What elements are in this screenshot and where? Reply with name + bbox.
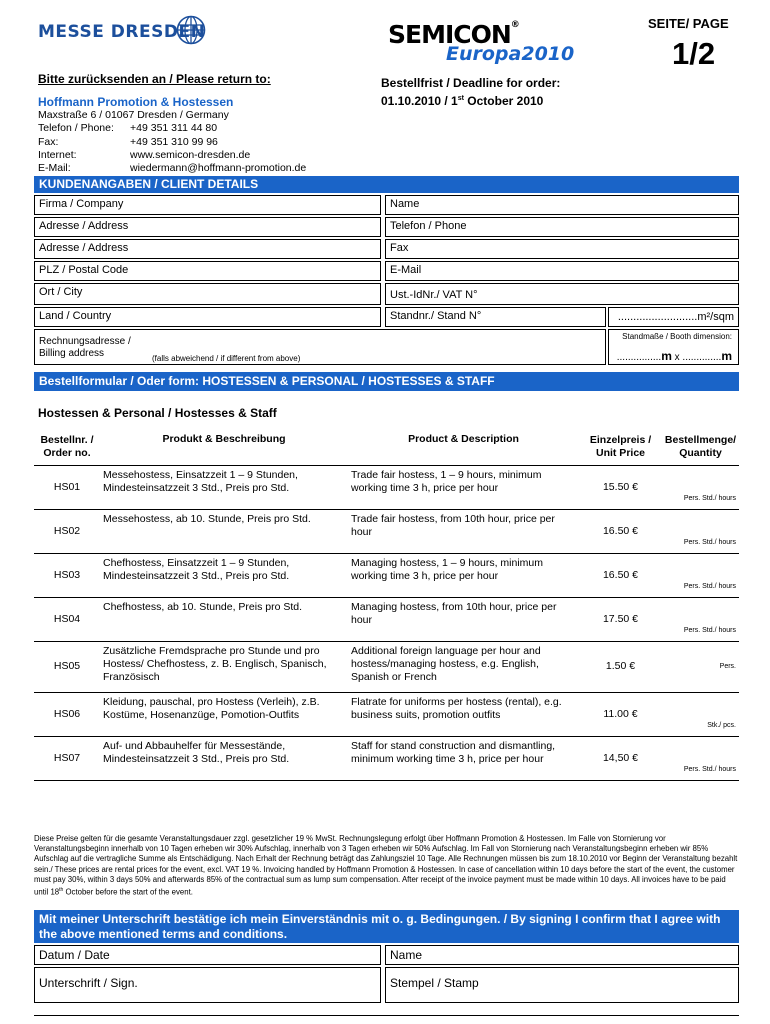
description-en: Additional foreign language per hour and hostess/managing hostess, e.g. English, Spanish or French xyxy=(348,641,579,692)
order-code: HS06 xyxy=(34,692,100,736)
unit-price: 1.50 € xyxy=(579,641,662,692)
billing-address-field[interactable] xyxy=(34,329,606,365)
contact-row-internet: Internet: www.semicon-dresden.de xyxy=(38,148,251,161)
description-de: Zusätzliche Fremdsprache pro Stunde und pro Hostess/ Chefhostess, z. B. Englisch, Spanisch, Französisch xyxy=(100,641,348,692)
europa-logo: Europa2010 xyxy=(446,43,575,65)
table-row xyxy=(34,465,739,509)
booth-dimension-label: Standmaße / Booth dimension: xyxy=(622,332,732,341)
semicon-logo: SEMICON® xyxy=(388,20,519,49)
client-details-bar: KUNDENANGABEN / CLIENT DETAILS xyxy=(34,176,739,193)
terms-text: Diese Preise gelten für die gesamte Veranstaltungsdauer zzgl. gesetzlicher 19 % MwSt. Rechnungslegung erfolgt über Hoffmann Promotion & Hostessen. Im Falle von Stornierung vor Veranstaltungsbeginn innerhalb von 10 Tagen erheben wir 30% Aufschlag, innerhalb von 3 Tagen erheben wir 50% Aufschlag. Im Fall von Stornierung nach Veranstaltungsbeginn erheben wir 85% Aufschlag auf die vertragliche Summe als Entschädigung. Nach Erhalt der Rechnung beträgt das Zahlungsziel 10 Tage. Alle Rechnungen müssen bis zum 18.10.2010 vor Beginn der Veranstaltung bezahlt sein./ These prices are rental prices for the event, excl. VAT 19 %. Invoicing handled by Hoffmann Promotion & Hostessen. In case of cancellation within 10 days before the start of the event, the customer must pay 30%, within 3 days 50% and afterwards 85% of the contractual sum as lump sum compensation. After receipt of the invoice payment must be made within 10 days. All invoices have to be paid until 18th October before the start of the event. xyxy=(34,834,738,897)
contact-row-email: E-Mail: wiedermann@hoffmann-promotion.de xyxy=(38,162,307,175)
description-de: Chefhostess, ab 10. Stunde, Preis pro Std. xyxy=(100,597,348,641)
order-code: HS05 xyxy=(34,641,100,692)
quantity-input[interactable]: Stk./ pcs. xyxy=(662,692,739,736)
unit-price: 15.50 € xyxy=(579,465,662,509)
contact-row-phone: Telefon / Phone: +49 351 311 44 80 xyxy=(38,122,218,135)
quantity-input[interactable]: Pers. Std./ hours xyxy=(662,736,739,780)
description-de: Chefhostess, Einsatzzeit 1 – 9 Stunden, Mindesteinsatzzeit 3 Std., Preis pro Std. xyxy=(100,553,348,597)
order-code: HS07 xyxy=(34,736,100,780)
contact-row-fax: Fax: +49 351 310 99 96 xyxy=(38,135,218,148)
quantity-input[interactable]: Pers. Std./ hours xyxy=(662,597,739,641)
description-en: Staff for stand construction and dismantling, minimum working time 3 h, price per hour xyxy=(348,736,579,780)
col-order-no: Bestellnr. / Order no. xyxy=(40,433,94,459)
order-code: HS02 xyxy=(34,509,100,553)
description-en: Flatrate for uniforms per hostess (rental), e.g. business suits, promotion outfits xyxy=(348,692,579,736)
unit-price: 16.50 € xyxy=(579,553,662,597)
table-row xyxy=(34,641,739,692)
col-quantity: Bestellmenge/ Quantity xyxy=(664,433,737,459)
postal-code-field[interactable]: PLZ / Postal Code xyxy=(34,261,381,281)
order-code: HS04 xyxy=(34,597,100,641)
fax-field[interactable]: Fax xyxy=(385,239,739,259)
country-field[interactable]: Land / Country xyxy=(34,307,381,327)
company-name: Hoffmann Promotion & Hostessen xyxy=(38,95,234,109)
date-field[interactable]: Datum / Date xyxy=(34,945,381,965)
table-row xyxy=(34,509,739,553)
company-field[interactable]: Firma / Company xyxy=(34,195,381,215)
globe-logo-icon xyxy=(176,15,206,45)
table-row xyxy=(34,553,739,597)
table-row xyxy=(34,692,739,736)
description-de: Kleidung, pauschal, pro Hostess (Verleih), z.B. Kostüme, Hosenanzüge, Pomotion-Outfits xyxy=(100,692,348,736)
billing-note: (falls abweichend / if different from above) xyxy=(152,354,301,363)
return-to-heading: Bitte zurücksenden an / Please return to: xyxy=(38,72,271,86)
description-en: Trade fair hostess, from 10th hour, price per hour xyxy=(348,509,579,553)
col-product-de: Produkt & Beschreibung xyxy=(162,433,286,445)
return-address xyxy=(38,109,306,175)
stamp-field[interactable]: Stempel / Stamp xyxy=(385,967,739,1003)
unit-price: 16.50 € xyxy=(579,509,662,553)
deadline-block: Bestellfrist / Deadline for order: 01.10.2010 / 1st October 2010 xyxy=(381,76,561,108)
description-en: Managing hostess, 1 – 9 hours, minimum working time 3 h, price per hour xyxy=(348,553,579,597)
description-de: Messehostess, Einsatzzeit 1 – 9 Stunden, Mindesteinsatzzeit 3 Std., Preis pro Std. xyxy=(100,465,348,509)
booth-dimension-value: ................m x ..............m xyxy=(616,349,732,363)
unit-price: 11.00 € xyxy=(579,692,662,736)
order-table xyxy=(34,429,739,781)
order-code: HS03 xyxy=(34,553,100,597)
messe-dresden-logo: MESSE DRESDEN xyxy=(38,22,206,42)
quantity-input[interactable]: Pers. Std./ hours xyxy=(662,553,739,597)
billing-label: Rechnungsadresse / Billing address xyxy=(39,336,131,359)
phone-field[interactable]: Telefon / Phone xyxy=(385,217,739,237)
stand-number-field[interactable]: Standnr./ Stand N° xyxy=(385,307,606,327)
table-row xyxy=(34,597,739,641)
order-code: HS01 xyxy=(34,465,100,509)
signature-field[interactable]: Unterschrift / Sign. xyxy=(34,967,381,1003)
order-form-bar: Bestellformular / Oder form: HOSTESSEN & PERSONAL / HOSTESSES & STAFF xyxy=(34,372,739,391)
order-table-header xyxy=(34,429,739,465)
col-product-en: Product & Description xyxy=(408,433,519,445)
table-row xyxy=(34,736,739,780)
unit-price: 17.50 € xyxy=(579,597,662,641)
page-label: SEITE/ PAGE xyxy=(648,16,729,31)
description-en: Managing hostess, from 10th hour, price per hour xyxy=(348,597,579,641)
name-field[interactable]: Name xyxy=(385,195,739,215)
description-en: Trade fair hostess, 1 – 9 hours, minimum working time 3 h, price per hour xyxy=(348,465,579,509)
booth-dimension-field[interactable] xyxy=(608,329,739,365)
vat-number-field[interactable]: Ust.-IdNr./ VAT N° xyxy=(385,283,739,305)
signature-bar: Mit meiner Unterschrift bestätige ich mein Einverständnis mit o. g. Bedingungen. / By signing I confirm that I agree with the above mentioned terms and conditions. xyxy=(34,910,739,943)
quantity-input[interactable]: Pers. Std./ hours xyxy=(662,509,739,553)
description-de: Messehostess, ab 10. Stunde, Preis pro Std. xyxy=(100,509,348,553)
city-field[interactable]: Ort / City xyxy=(34,283,381,305)
bottom-rule xyxy=(34,1015,739,1016)
quantity-input[interactable]: Pers. xyxy=(662,641,739,692)
address-field-1[interactable]: Adresse / Address xyxy=(34,217,381,237)
section-heading: Hostessen & Personal / Hostesses & Staff xyxy=(38,406,277,420)
sqm-field[interactable]: ..........................m²/sqm xyxy=(608,307,739,327)
col-unit-price: Einzelpreis / Unit Price xyxy=(589,433,652,459)
street-line: Maxstraße 6 / 01067 Dresden / Germany xyxy=(38,109,229,121)
signature-name-field[interactable]: Name xyxy=(385,945,739,965)
address-field-2[interactable]: Adresse / Address xyxy=(34,239,381,259)
unit-price: 14,50 € xyxy=(579,736,662,780)
quantity-input[interactable]: Pers. Std./ hours xyxy=(662,465,739,509)
page-number: 1/2 xyxy=(672,36,716,71)
description-de: Auf- und Abbauhelfer für Messestände, Mindesteinsatzzeit 3 Std., Preis pro Std. xyxy=(100,736,348,780)
email-field[interactable]: E-Mail xyxy=(385,261,739,281)
